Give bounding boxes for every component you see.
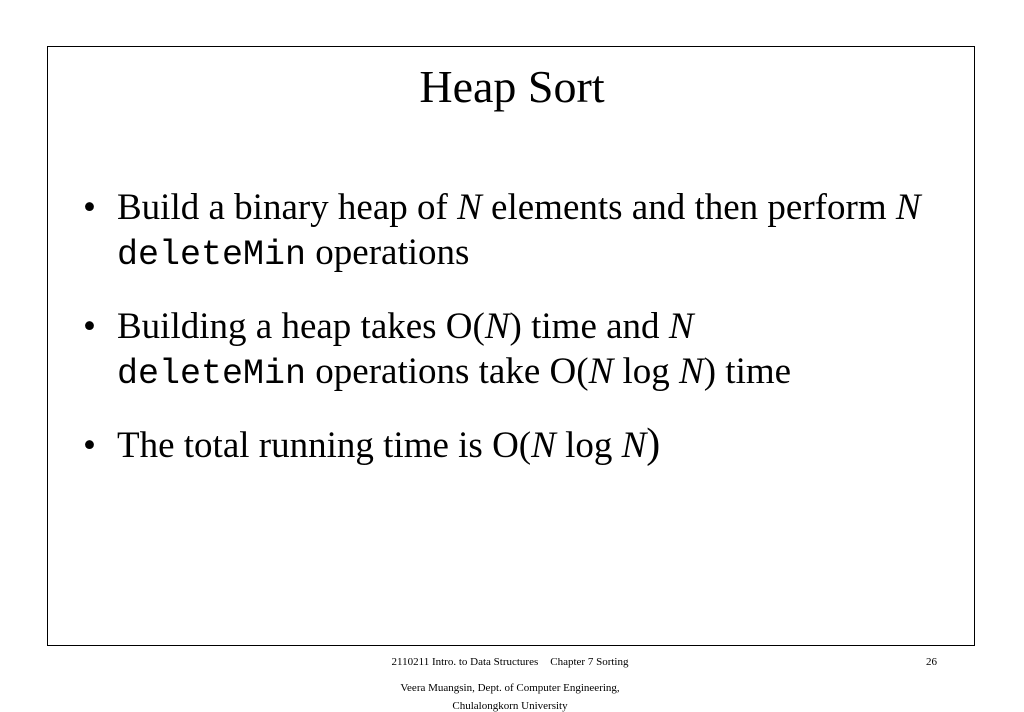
footer-chapter: Chapter 7 Sorting xyxy=(550,656,629,668)
variable-n: N xyxy=(588,351,614,392)
variable-n: N xyxy=(457,187,482,228)
footer-author: Veera Muangsin, Dept. of Computer Engineering, xyxy=(400,682,620,694)
bullet-building-cost xyxy=(83,304,943,397)
bullet-marker: • xyxy=(83,425,96,466)
code-deletemin: deleteMin xyxy=(117,235,307,275)
bullet-text: Build a binary heap of xyxy=(117,187,458,228)
bullet-list xyxy=(83,185,943,468)
variable-n: N xyxy=(484,306,510,347)
bullet-text: operations take O( xyxy=(306,351,589,392)
variable-n: N xyxy=(679,351,704,392)
bullet-build-heap xyxy=(83,185,943,278)
page-number: 26 xyxy=(926,656,937,668)
bullet-text: log xyxy=(555,425,622,466)
variable-n: N xyxy=(668,306,694,347)
bullet-marker: • xyxy=(83,306,96,347)
closing-paren: ) xyxy=(646,421,661,467)
bullet-marker: • xyxy=(83,187,96,228)
variable-n: N xyxy=(531,425,556,466)
bullet-text: ) time xyxy=(703,351,792,392)
slide-title: Heap Sort xyxy=(419,61,605,112)
footer-course: 2110211 Intro. to Data Structures xyxy=(391,656,539,668)
bullet-total-time xyxy=(83,423,943,468)
variable-n: N xyxy=(621,425,647,466)
bullet-text: log xyxy=(613,351,680,392)
bullet-text: elements and then perform xyxy=(481,187,896,228)
variable-n: N xyxy=(895,187,921,228)
bullet-text: The total running time is O( xyxy=(117,425,532,466)
code-deletemin: deleteMin xyxy=(117,354,307,394)
bullet-text: ) time and xyxy=(509,306,669,347)
bullet-text: operations xyxy=(306,232,470,273)
footer-course-line xyxy=(0,656,1022,668)
footer-university: Chulalongkorn University xyxy=(452,700,568,712)
bullet-text: Building a heap takes O( xyxy=(117,306,485,347)
